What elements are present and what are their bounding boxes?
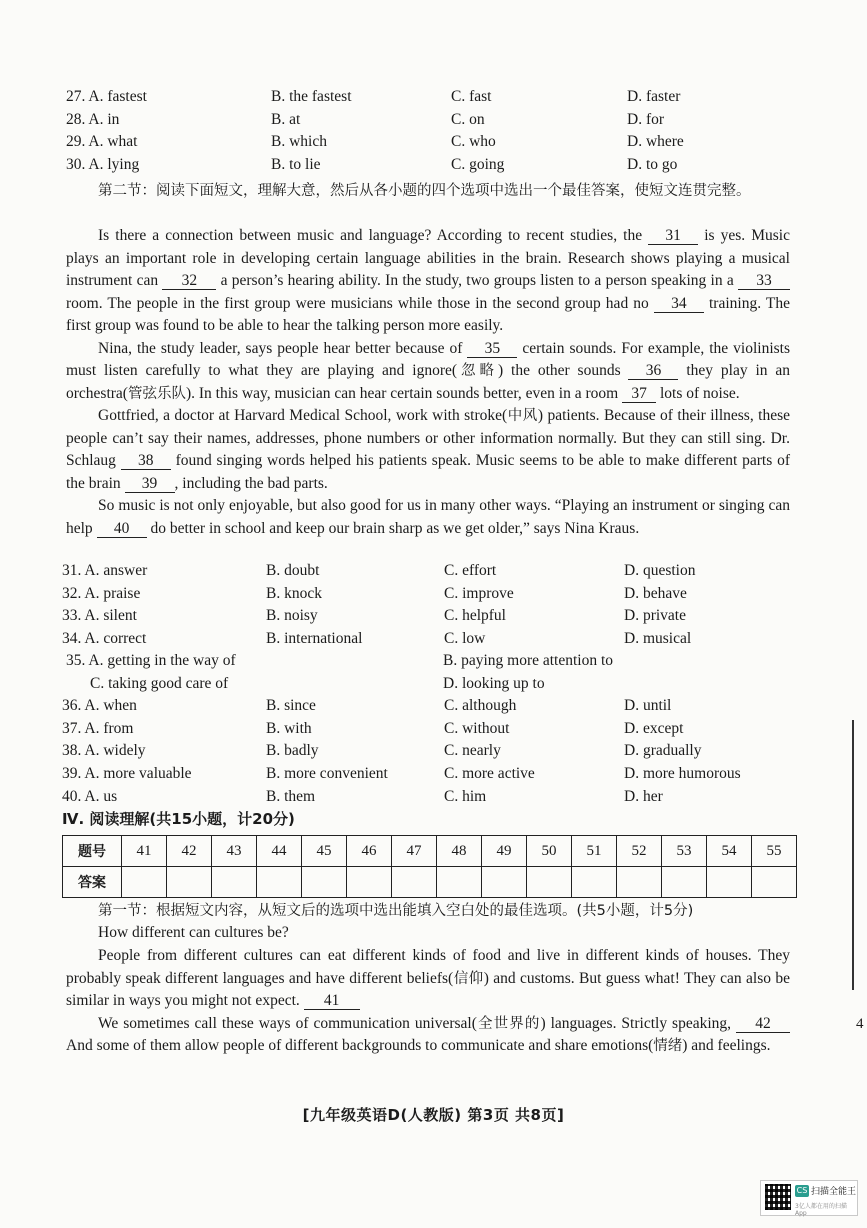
question-number-cell: 50 <box>527 836 572 867</box>
option-35-a: 35. A. getting in the way of <box>66 652 236 669</box>
option-c: C. going <box>451 156 505 173</box>
option-d: D. to go <box>627 156 678 173</box>
option-c: C. fast <box>451 88 492 105</box>
edge-page-number: 4 <box>856 1016 864 1032</box>
question-number-cell: 45 <box>302 836 347 867</box>
option-b: B. at <box>271 111 301 128</box>
answer-table-number-row <box>63 836 797 867</box>
option-a: 34. A. correct <box>62 630 147 647</box>
answer-table-header-label: 题号 <box>63 836 122 867</box>
option-c: C. nearly <box>444 742 501 759</box>
reading-paragraph-1: People from different cultures can eat different kinds of food and live in different kinds of houses. They probably speak different languages and have different beliefs(信仰) and customs. But guess what! They can also be similar in ways you might not expect. 41 <box>66 947 791 1009</box>
question-number-cell: 42 <box>167 836 212 867</box>
option-a: 40. A. us <box>62 788 118 805</box>
option-35-c: C. taking good care of <box>90 675 229 692</box>
answer-cell[interactable] <box>572 867 617 898</box>
option-c: C. who <box>451 133 496 150</box>
blank-36: 36 <box>628 362 678 380</box>
option-d: D. behave <box>624 585 687 602</box>
option-row <box>0 765 867 787</box>
option-a: 32. A. praise <box>62 585 141 602</box>
scanner-watermark <box>760 1180 858 1216</box>
cloze-paragraph-2: Nina, the study leader, says people hear better because of 35 certain sounds. For example, the violinists must listen carefully to what they are playing and ignore(忽略) the other sounds 36 they play in an orchestra(管弦乐队). In this way, musician can hear certain sounds better, even in a room 37 lots of noise. <box>66 339 791 402</box>
option-row-35-second <box>0 675 867 697</box>
option-a: 30. A. lying <box>66 156 140 173</box>
blank-38: 38 <box>121 452 171 470</box>
option-d: D. more humorous <box>624 765 741 782</box>
option-d: D. musical <box>624 630 692 647</box>
option-d: D. private <box>624 607 686 624</box>
question-number-cell: 54 <box>707 836 752 867</box>
answer-cell[interactable] <box>167 867 212 898</box>
answer-cell[interactable] <box>527 867 572 898</box>
page-footer: [九年级英语D(人教版) 第3页 共8页] <box>302 1106 565 1124</box>
option-d: D. for <box>627 111 665 128</box>
scanner-logo-icon: CS <box>796 1186 808 1195</box>
option-a: 27. A. fastest <box>66 88 147 105</box>
option-c: C. him <box>444 788 487 805</box>
answer-cell[interactable] <box>302 867 347 898</box>
answer-cell[interactable] <box>347 867 392 898</box>
answer-table-answer-row <box>63 867 797 898</box>
binding-edge-line <box>852 720 854 990</box>
option-row <box>0 88 867 110</box>
answer-cell[interactable] <box>482 867 527 898</box>
option-b: B. knock <box>266 585 322 602</box>
option-row-35 <box>0 652 867 674</box>
option-d: D. gradually <box>624 742 702 759</box>
option-c: C. more active <box>444 765 535 782</box>
answer-cell[interactable] <box>437 867 482 898</box>
reading-title: How different can cultures be? <box>98 924 289 941</box>
option-b: B. which <box>271 133 327 150</box>
question-number-cell: 46 <box>347 836 392 867</box>
reading-instruction: 第一节：根据短文内容，从短文后的选项中选出能填入空白处的最佳选项。(共5小题，计5分) <box>98 903 694 919</box>
blank-33: 33 <box>738 272 790 290</box>
blank-35: 35 <box>467 340 517 358</box>
option-a: 36. A. when <box>62 697 137 714</box>
option-d: D. until <box>624 697 672 714</box>
question-number-cell: 44 <box>257 836 302 867</box>
scanner-title: 扫描全能王 <box>811 1187 857 1197</box>
reading-passage <box>66 945 790 1058</box>
answer-cell[interactable] <box>212 867 257 898</box>
option-a: 31. A. answer <box>62 562 148 579</box>
answer-table-answer-label: 答案 <box>63 867 122 898</box>
blank-37: 37 <box>622 385 656 403</box>
answer-cell[interactable] <box>392 867 437 898</box>
option-row <box>0 742 867 764</box>
question-number-cell: 51 <box>572 836 617 867</box>
qr-code-icon <box>765 1184 791 1210</box>
option-b: B. badly <box>266 742 319 759</box>
option-c: C. helpful <box>444 607 506 624</box>
option-row <box>0 585 867 607</box>
reading-paragraph-2: We sometimes call these ways of communication universal(全世界的) languages. Strictly speaking, 42 And some of them allow people of different backgrounds to communicate and share emotions(情绪) and feelings. <box>66 1013 790 1058</box>
option-row <box>0 562 867 584</box>
option-row <box>0 607 867 629</box>
option-d: D. faster <box>627 88 681 105</box>
option-row <box>0 156 867 178</box>
answer-cell[interactable] <box>617 867 662 898</box>
blank-42: 42 <box>736 1015 790 1033</box>
scanner-subtitle: 3亿人都在用的扫描App <box>795 1203 847 1217</box>
answer-cell[interactable] <box>122 867 167 898</box>
option-row <box>0 111 867 133</box>
option-d: D. question <box>624 562 696 579</box>
cloze-paragraph-4: So music is not only enjoyable, but also good for us in many other ways. “Playing an instrument or singing can help 40 do better in school and keep our brain sharp as we get older,” says Nina Kraus. <box>66 497 790 537</box>
blank-31: 31 <box>648 227 698 245</box>
question-number-cell: 53 <box>662 836 707 867</box>
answer-cell[interactable] <box>752 867 797 898</box>
question-number-cell: 48 <box>437 836 482 867</box>
option-b: B. with <box>266 720 312 737</box>
question-number-cell: 41 <box>122 836 167 867</box>
option-a: 37. A. from <box>62 720 134 737</box>
blank-32: 32 <box>162 272 216 290</box>
question-number-cell: 49 <box>482 836 527 867</box>
option-d: D. except <box>624 720 684 737</box>
part-4-heading: Ⅳ. 阅读理解(共15小题，计20分) <box>62 810 295 828</box>
option-b: B. them <box>266 788 316 805</box>
option-c: C. without <box>444 720 510 737</box>
question-number-cell: 52 <box>617 836 662 867</box>
option-a: 29. A. what <box>66 133 138 150</box>
question-number-cell: 43 <box>212 836 257 867</box>
option-c: C. effort <box>444 562 497 579</box>
option-c: C. on <box>451 111 485 128</box>
blank-40: 40 <box>97 520 147 538</box>
question-number-cell: 55 <box>752 836 797 867</box>
question-number-cell: 47 <box>392 836 437 867</box>
option-row <box>0 697 867 719</box>
option-b: B. the fastest <box>271 88 352 105</box>
option-row <box>0 630 867 652</box>
option-a: 39. A. more valuable <box>62 765 192 782</box>
cloze-paragraph-3: Gottfried, a doctor at Harvard Medical School, work with stroke(中风) patients. Because of their illness, these people can’t say their names, addresses, phone numbers or other information normally. But they can still sing. Dr. Schlaug 38 found singing words helped his patients speak. Music seems to be able to make different parts of the brain 39 , including the bad parts. <box>66 407 790 492</box>
option-d: D. where <box>627 133 684 150</box>
section-2-instruction: 第二节：阅读下面短文，理解大意，然后从各小题的四个选项中选出一个最佳答案，使短文连贯完整。 <box>98 183 751 199</box>
option-35-b: B. paying more attention to <box>443 652 614 669</box>
option-a: 38. A. widely <box>62 742 146 759</box>
option-c: C. low <box>444 630 486 647</box>
option-b: B. noisy <box>266 607 318 624</box>
answer-table <box>62 835 797 898</box>
option-b: B. more convenient <box>266 765 388 782</box>
blank-39: 39 <box>125 475 175 493</box>
answer-cell[interactable] <box>707 867 752 898</box>
option-c: C. although <box>444 697 517 714</box>
answer-cell[interactable] <box>257 867 302 898</box>
option-b: B. to lie <box>271 156 321 173</box>
blank-34: 34 <box>654 295 704 313</box>
option-d: D. her <box>624 788 663 805</box>
option-row <box>0 133 867 155</box>
cloze-passage <box>66 225 790 540</box>
option-35-d: D. looking up to <box>443 675 545 692</box>
option-a: 28. A. in <box>66 111 120 128</box>
option-row <box>0 788 867 810</box>
blank-41: 41 <box>304 992 360 1010</box>
answer-cell[interactable] <box>662 867 707 898</box>
option-b: B. since <box>266 697 316 714</box>
option-c: C. improve <box>444 585 514 602</box>
cloze-paragraph-1: Is there a connection between music and language? According to recent studies, the 31 is yes. Music plays an important role in developing certain language abilities in the brain. Research shows playing a musical instrument can 32 a person’s hearing ability. In the study, two groups listen to a person speaking in a 33 room. The people in the first group were musicians while those in the second group had no 34 training. The first group was found to be able to hear the talking person more easily. <box>66 227 790 334</box>
option-row <box>0 720 867 742</box>
option-b: B. international <box>266 630 363 647</box>
option-b: B. doubt <box>266 562 320 579</box>
option-a: 33. A. silent <box>62 607 137 624</box>
